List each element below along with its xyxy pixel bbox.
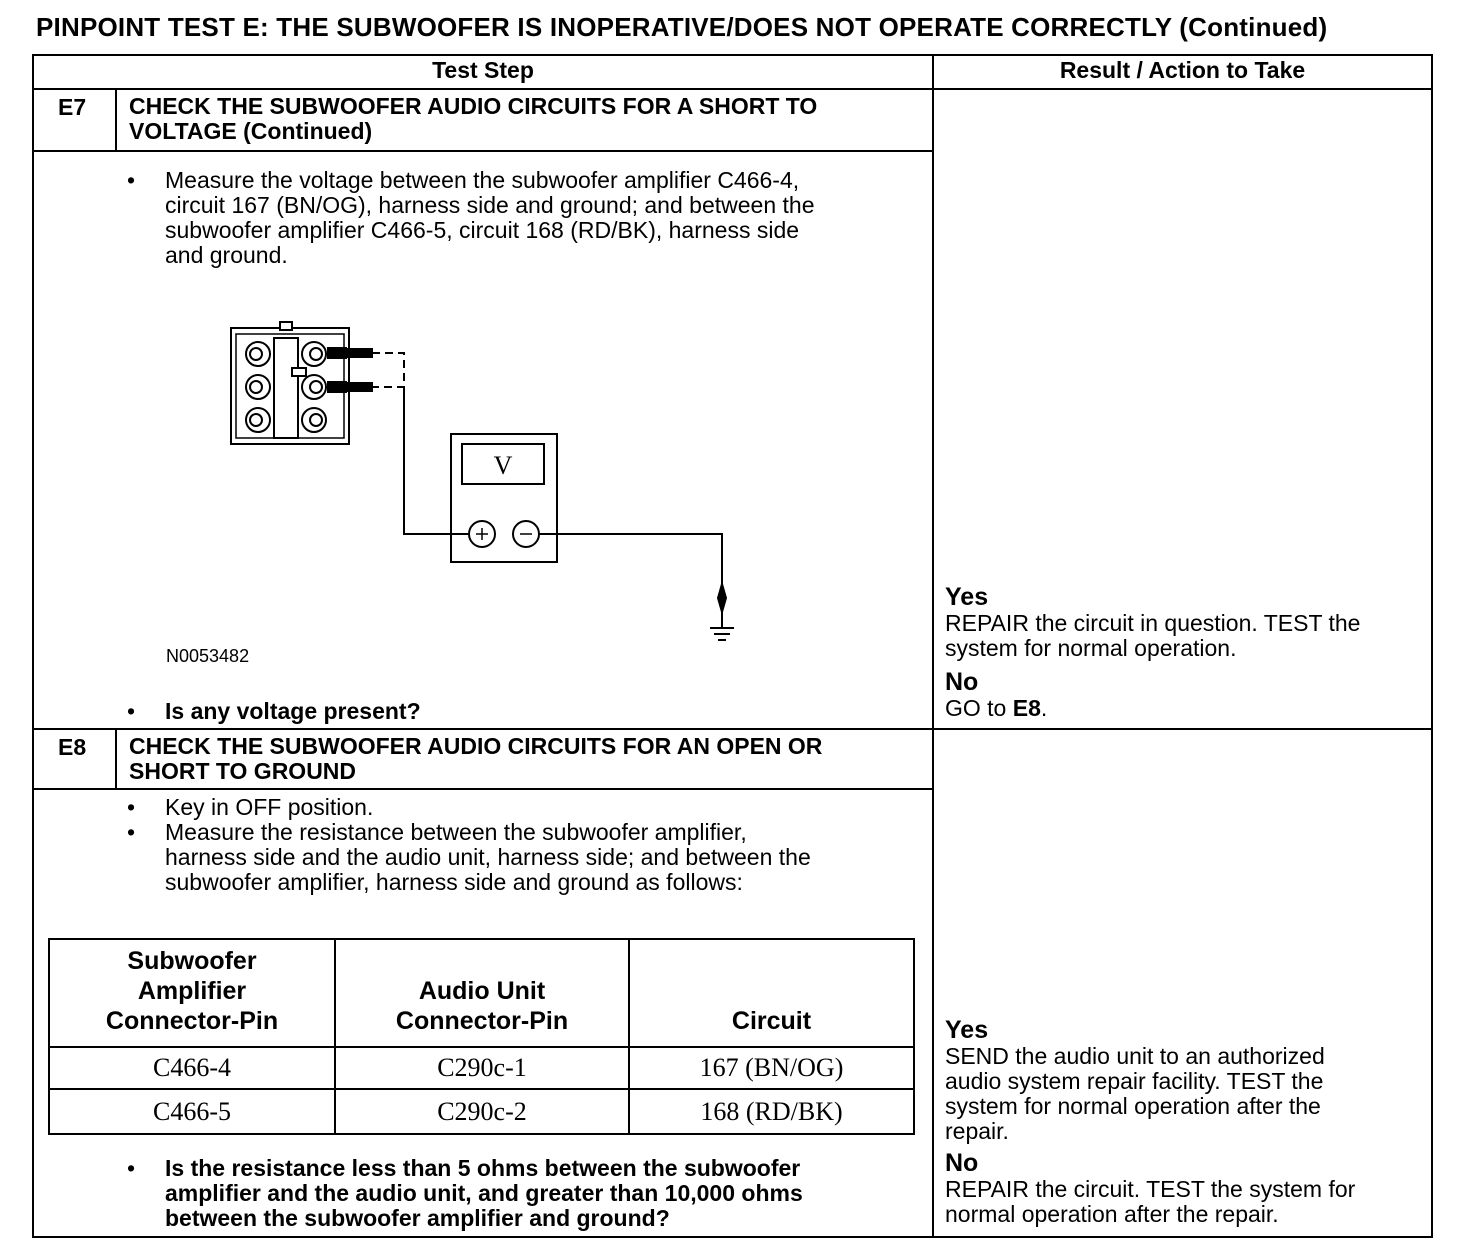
e8-id-divider — [115, 728, 117, 790]
e7-id-divider — [115, 88, 117, 152]
resistance-table — [48, 938, 915, 1135]
column-divider — [932, 54, 934, 1238]
header-test-step: Test Step — [432, 57, 534, 83]
table-cell: C290c-2 — [437, 1097, 527, 1126]
step-e8-title: CHECK THE SUBWOOFER AUDIO CIRCUITS FOR AN OPEN OR SHORT TO GROUND — [129, 733, 823, 784]
table-cell: C466-4 — [153, 1053, 231, 1082]
positive-lead — [404, 387, 468, 534]
table-header-circuit: Circuit — [731, 1007, 812, 1035]
table-cell: C466-5 — [153, 1097, 231, 1126]
e7-e8-divider — [32, 728, 1433, 730]
e8-title-divider — [32, 788, 934, 790]
page-title: PINPOINT TEST E: THE SUBWOOFER IS INOPERATIVE/DOES NOT OPERATE CORRECTLY (Continued) — [36, 12, 1328, 42]
step-e7-title: CHECK THE SUBWOOFER AUDIO CIRCUITS FOR A SHORT TO VOLTAGE (Continued) — [129, 93, 818, 144]
e8-no-label: No — [945, 1149, 979, 1177]
step-e7-id: E7 — [58, 94, 87, 120]
e7-no-label: No — [945, 668, 979, 696]
header-divider — [32, 88, 1433, 90]
table-cell: 168 (RD/BK) — [700, 1097, 843, 1126]
negative-lead — [539, 534, 722, 584]
ground-icon — [710, 628, 734, 640]
step-e8-id: E8 — [58, 734, 87, 760]
header-result: Result / Action to Take — [1059, 57, 1306, 83]
connector-latch — [280, 322, 292, 330]
table-cell: 167 (BN/OG) — [699, 1053, 844, 1082]
figure-id: N0053482 — [166, 646, 250, 666]
table-cell: C290c-1 — [437, 1053, 527, 1082]
e7-no-target-link[interactable]: E8 — [1012, 695, 1041, 721]
e7-title-divider — [32, 150, 934, 152]
e8-result: Yes SEND the audio unit to an authorized audio system repair facility. TEST the system for normal operation after the repair. No REPAIR the circuit. TEST the system for normal operation after the repair. — [945, 1017, 1425, 1227]
e7-result: Yes REPAIR the circuit in question. TEST the system for normal operation. No GO to E8. — [945, 584, 1425, 721]
e7-yes-label: Yes — [945, 583, 989, 611]
table-header-amplifier-pin: Subwoofer Amplifier Connector-Pin — [105, 947, 279, 1035]
voltmeter-symbol: V — [493, 451, 513, 480]
alternate-lead-dashed — [372, 353, 404, 387]
table-header-audio-unit-pin: Audio Unit Connector-Pin — [395, 977, 569, 1035]
e8-yes-label: Yes — [945, 1016, 989, 1044]
voltage-measurement-diagram — [220, 316, 760, 656]
